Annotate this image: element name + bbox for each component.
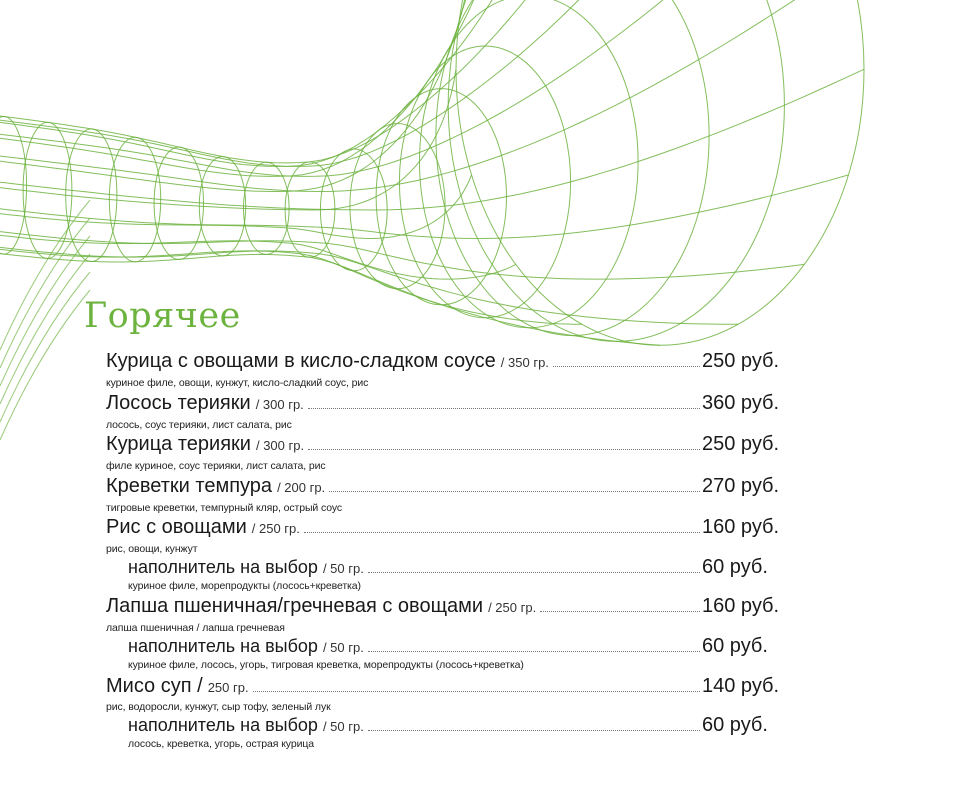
item-price: 250 руб. <box>702 350 780 372</box>
item-weight: / 200 гр. <box>277 480 326 495</box>
item-name: наполнитель на выбор <box>128 557 318 577</box>
menu-item-line <box>106 516 780 540</box>
dot-leader <box>308 449 700 450</box>
dot-leader <box>540 611 700 612</box>
menu-item-line <box>106 595 780 619</box>
item-description: лосось, креветка, угорь, острая курица <box>128 738 314 750</box>
menu-item-line <box>106 350 780 374</box>
menu-item-line <box>106 433 780 457</box>
item-name: Рис с овощами <box>106 516 247 538</box>
item-weight: / 300 гр. <box>255 397 304 412</box>
item-name: Лапша пшеничная/гречневая с овощами <box>106 595 484 617</box>
item-description: лосось, соус терияки, лист салата, рис <box>106 419 292 431</box>
menu-item-line <box>106 675 780 699</box>
menu-subitem-line <box>128 556 768 580</box>
dot-leader <box>253 691 700 692</box>
item-price: 60 руб. <box>702 556 768 578</box>
item-price: 250 руб. <box>702 433 780 455</box>
item-price: 60 руб. <box>702 714 768 736</box>
item-price: 270 руб. <box>702 475 780 497</box>
item-price: 140 руб. <box>702 675 780 697</box>
item-description: филе куриное, соус терияки, лист салата, рис <box>106 460 326 472</box>
section-title: Горячее <box>84 296 241 336</box>
item-weight: 250 гр. <box>207 680 249 695</box>
menu-item-line <box>106 475 780 499</box>
item-weight: / 250 гр. <box>488 600 537 615</box>
menu-subitem-line <box>128 714 768 738</box>
dot-leader <box>304 532 700 533</box>
item-description: рис, овощи, кунжут <box>106 543 198 555</box>
menu-item-line <box>106 392 780 416</box>
item-name: Лосось терияки <box>106 392 251 414</box>
item-description: тигровые креветки, темпурный кляр, острый соус <box>106 502 343 514</box>
dot-leader <box>368 651 700 652</box>
item-description: куриное филе, лосось, угорь, тигровая креветка, морепродукты (лосось+креветка) <box>128 659 524 671</box>
dot-leader <box>368 730 700 731</box>
item-weight: / 300 гр. <box>255 438 305 453</box>
item-name: Креветки темпура <box>106 475 273 497</box>
item-weight: / 350 гр. <box>500 355 549 370</box>
item-price: 160 руб. <box>702 516 780 538</box>
item-weight: / 250 гр. <box>251 521 300 536</box>
menu-subitem-line <box>128 635 768 659</box>
item-name: Курица терияки <box>106 433 251 455</box>
item-name: Мисо суп / <box>106 675 203 697</box>
item-description: куриное филе, овощи, кунжут, кисло-сладкий соус, рис <box>106 377 369 389</box>
item-weight: / 50 гр. <box>322 719 364 734</box>
item-description: куриное филе, морепродукты (лосось+креветка) <box>128 580 361 592</box>
dot-leader <box>308 408 700 409</box>
item-price: 60 руб. <box>702 635 768 657</box>
dot-leader <box>368 572 700 573</box>
item-price: 360 руб. <box>702 392 780 414</box>
item-description: лапша пшеничная / лапша гречневая <box>106 622 285 634</box>
item-name: наполнитель на выбор <box>128 636 318 656</box>
dot-leader <box>329 491 700 492</box>
item-description: рис, водоросли, кунжут, сыр тофу, зеленый лук <box>106 701 331 713</box>
item-name: наполнитель на выбор <box>128 715 318 735</box>
item-weight: / 50 гр. <box>322 561 364 576</box>
item-price: 160 руб. <box>702 595 780 617</box>
item-weight: / 50 гр. <box>322 640 364 655</box>
item-name: Курица с овощами в кисло-сладком соусе <box>106 350 496 372</box>
dot-leader <box>553 366 700 367</box>
